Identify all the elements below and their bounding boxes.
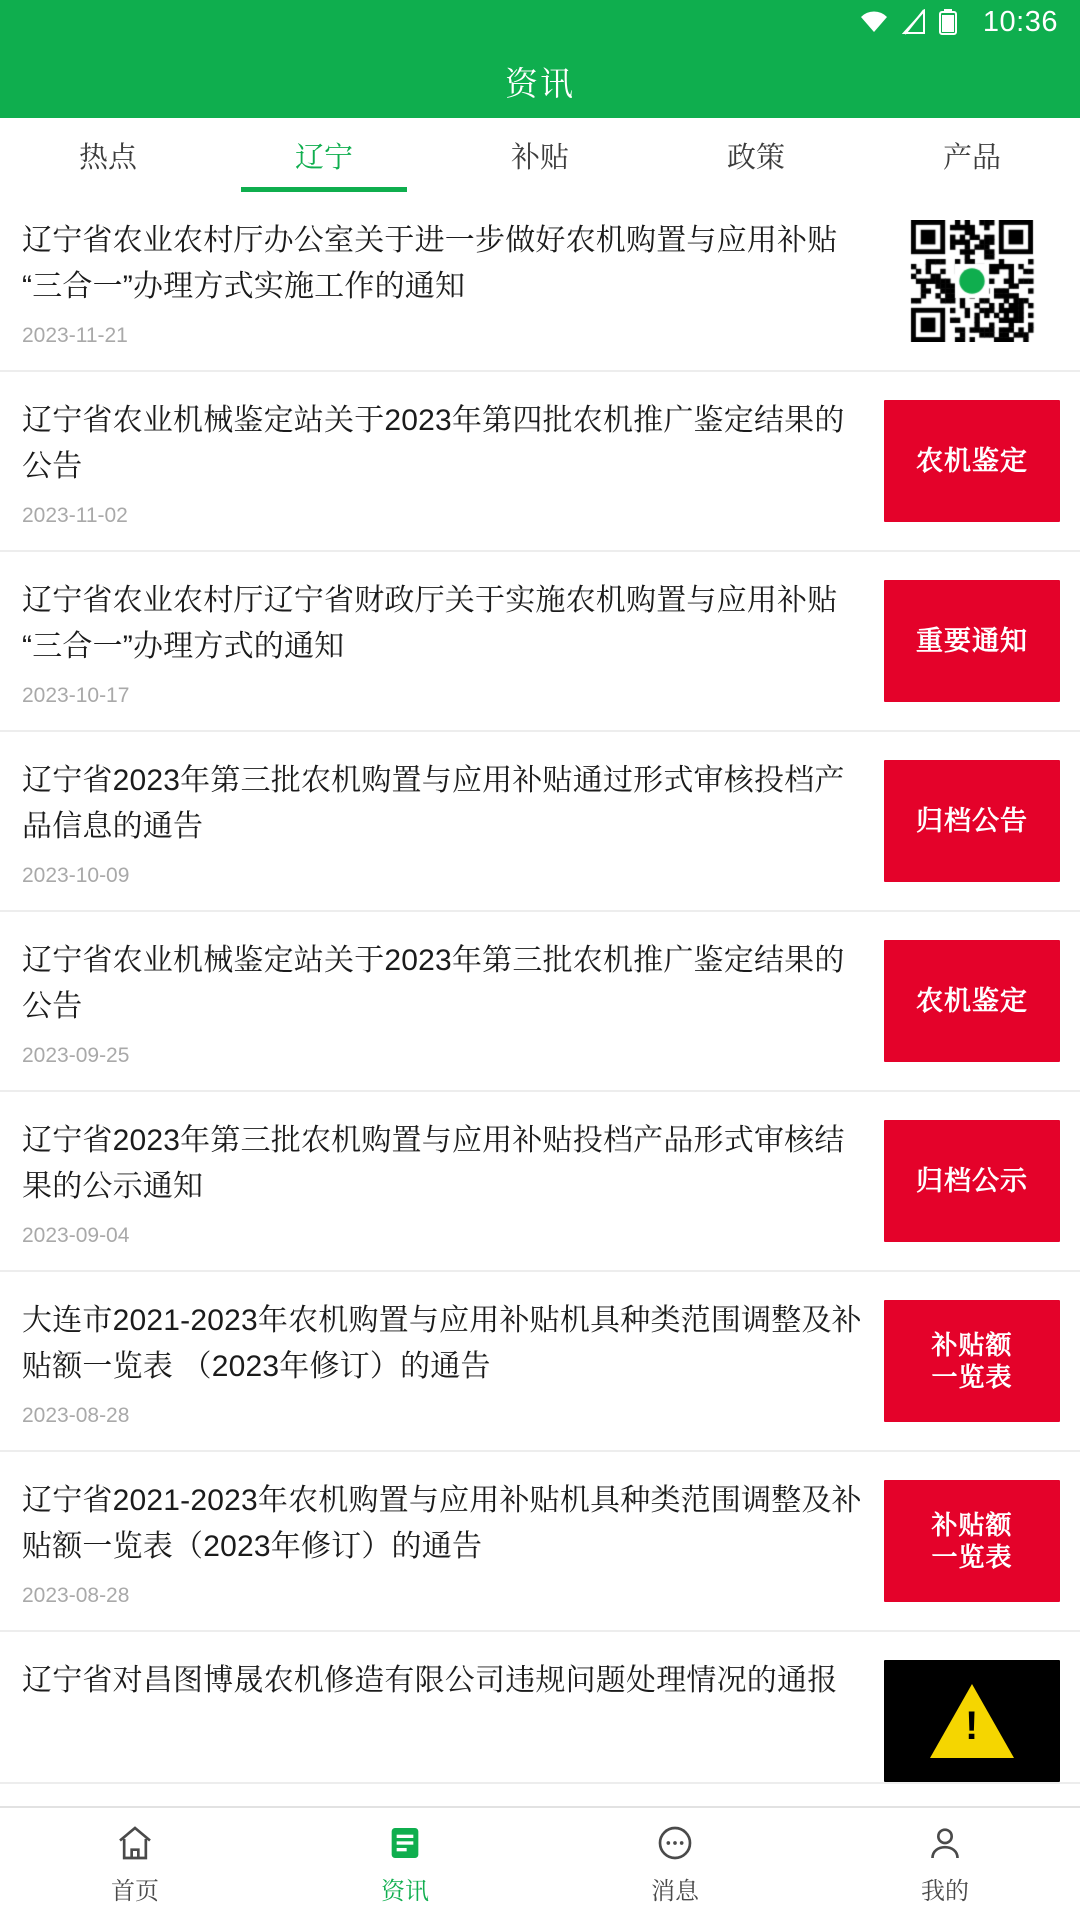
thumbnail-text: 农机鉴定 — [916, 986, 1028, 1016]
status-bar — [0, 0, 1080, 44]
nav-item-我的[interactable] — [810, 1823, 1080, 1906]
bottom-navigation — [0, 1806, 1080, 1920]
news-item[interactable] — [0, 1632, 1080, 1784]
news-thumbnail — [884, 760, 1060, 882]
news-text — [22, 218, 884, 370]
nav-label: 消息 — [651, 1877, 699, 1905]
news-item[interactable] — [0, 552, 1080, 732]
news-item[interactable] — [0, 1272, 1080, 1452]
thumbnail-text: 补贴额 — [931, 1330, 1013, 1360]
tab-bar — [0, 118, 1080, 194]
thumbnail-text: 重要通知 — [916, 626, 1028, 656]
warning-icon — [930, 1684, 1014, 1758]
tab-4[interactable] — [864, 118, 1080, 192]
nav-item-消息[interactable] — [540, 1823, 810, 1906]
news-title: 辽宁省农业农村厅辽宁省财政厅关于实施农机购置与应用补贴“三合一”办理方式的通知 — [22, 584, 838, 663]
tab-label: 辽宁 — [294, 141, 353, 174]
news-item[interactable] — [0, 732, 1080, 912]
status-time: 10:36 — [982, 5, 1058, 38]
news-text — [22, 578, 884, 730]
news-thumbnail — [884, 400, 1060, 522]
news-title: 辽宁省2023年第三批农机购置与应用补贴投档产品形式审核结果的公示通知 — [22, 1124, 845, 1203]
news-date: 2023-10-17 — [22, 684, 130, 707]
thumbnail-text: 一览表 — [931, 1542, 1013, 1572]
news-title: 辽宁省对昌图博晟农机修造有限公司违规问题处理情况的通报 — [22, 1664, 838, 1697]
news-date: 2023-09-25 — [22, 1044, 130, 1067]
thumbnail-text: 农机鉴定 — [916, 446, 1028, 476]
nav-item-首页[interactable] — [0, 1823, 270, 1906]
tab-2[interactable] — [432, 118, 648, 192]
news-text — [22, 1658, 884, 1704]
qr-code-image — [884, 220, 1060, 342]
nav-label: 我的 — [921, 1877, 969, 1905]
app-bar — [0, 44, 1080, 118]
person-icon — [925, 1823, 965, 1863]
home-icon — [115, 1823, 155, 1863]
news-date: 2023-08-28 — [22, 1404, 130, 1427]
news-date: 2023-11-21 — [22, 324, 128, 347]
tab-1[interactable] — [216, 118, 432, 192]
news-item[interactable] — [0, 372, 1080, 552]
wifi-icon — [859, 10, 889, 34]
nav-label: 资讯 — [381, 1877, 429, 1905]
news-text — [22, 1298, 884, 1450]
nav-label: 首页 — [111, 1877, 159, 1905]
page-title: 资讯 — [505, 64, 575, 102]
news-date: 2023-11-02 — [22, 504, 128, 527]
thumbnail-text: 归档公示 — [916, 1166, 1028, 1196]
news-text — [22, 1478, 884, 1630]
thumbnail-text: 一览表 — [931, 1362, 1013, 1392]
news-text — [22, 758, 884, 910]
news-item[interactable] — [0, 192, 1080, 372]
news-text — [22, 398, 884, 550]
news-list[interactable] — [0, 192, 1080, 1808]
tab-label: 补贴 — [510, 141, 569, 174]
news-thumbnail — [884, 1660, 1060, 1782]
news-title: 辽宁省2023年第三批农机购置与应用补贴通过形式审核投档产品信息的通告 — [22, 764, 845, 843]
tab-label: 产品 — [942, 141, 1001, 174]
news-title: 辽宁省农业机械鉴定站关于2023年第四批农机推广鉴定结果的公告 — [22, 404, 845, 483]
status-icons — [859, 6, 1058, 39]
news-title: 大连市2021-2023年农机购置与应用补贴机具种类范围调整及补贴额一览表 （2023年修订）的通告 — [22, 1304, 862, 1383]
news-title: 辽宁省农业农村厅办公室关于进一步做好农机购置与应用补贴“三合一”办理方式实施工作的通知 — [22, 224, 838, 303]
news-date: 2023-09-04 — [22, 1224, 130, 1247]
news-thumbnail — [884, 940, 1060, 1062]
thumbnail-text: 补贴额 — [931, 1510, 1013, 1540]
news-thumbnail — [884, 1480, 1060, 1602]
thumbnail-text: 归档公告 — [916, 806, 1028, 836]
news-date: 2023-08-28 — [22, 1584, 130, 1607]
news-title: 辽宁省农业机械鉴定站关于2023年第三批农机推广鉴定结果的公告 — [22, 944, 845, 1023]
news-item[interactable] — [0, 912, 1080, 1092]
news-thumbnail — [884, 1120, 1060, 1242]
tab-label: 热点 — [78, 141, 137, 174]
tab-0[interactable] — [0, 118, 216, 192]
news-title: 辽宁省2021-2023年农机购置与应用补贴机具种类范围调整及补贴额一览表（2023年修订）的通告 — [22, 1484, 862, 1563]
news-item[interactable] — [0, 1452, 1080, 1632]
signal-off-icon — [902, 9, 926, 35]
news-thumbnail — [884, 580, 1060, 702]
news-text — [22, 938, 884, 1090]
news-thumbnail — [884, 220, 1060, 342]
news-thumbnail — [884, 1300, 1060, 1422]
news-date: 2023-10-09 — [22, 864, 130, 887]
tab-label: 政策 — [726, 141, 785, 174]
battery-icon — [939, 9, 957, 35]
news-text — [22, 1118, 884, 1270]
news-icon — [385, 1823, 425, 1863]
nav-item-资讯[interactable] — [270, 1823, 540, 1906]
message-icon — [655, 1823, 695, 1863]
news-item[interactable] — [0, 1092, 1080, 1272]
tab-3[interactable] — [648, 118, 864, 192]
